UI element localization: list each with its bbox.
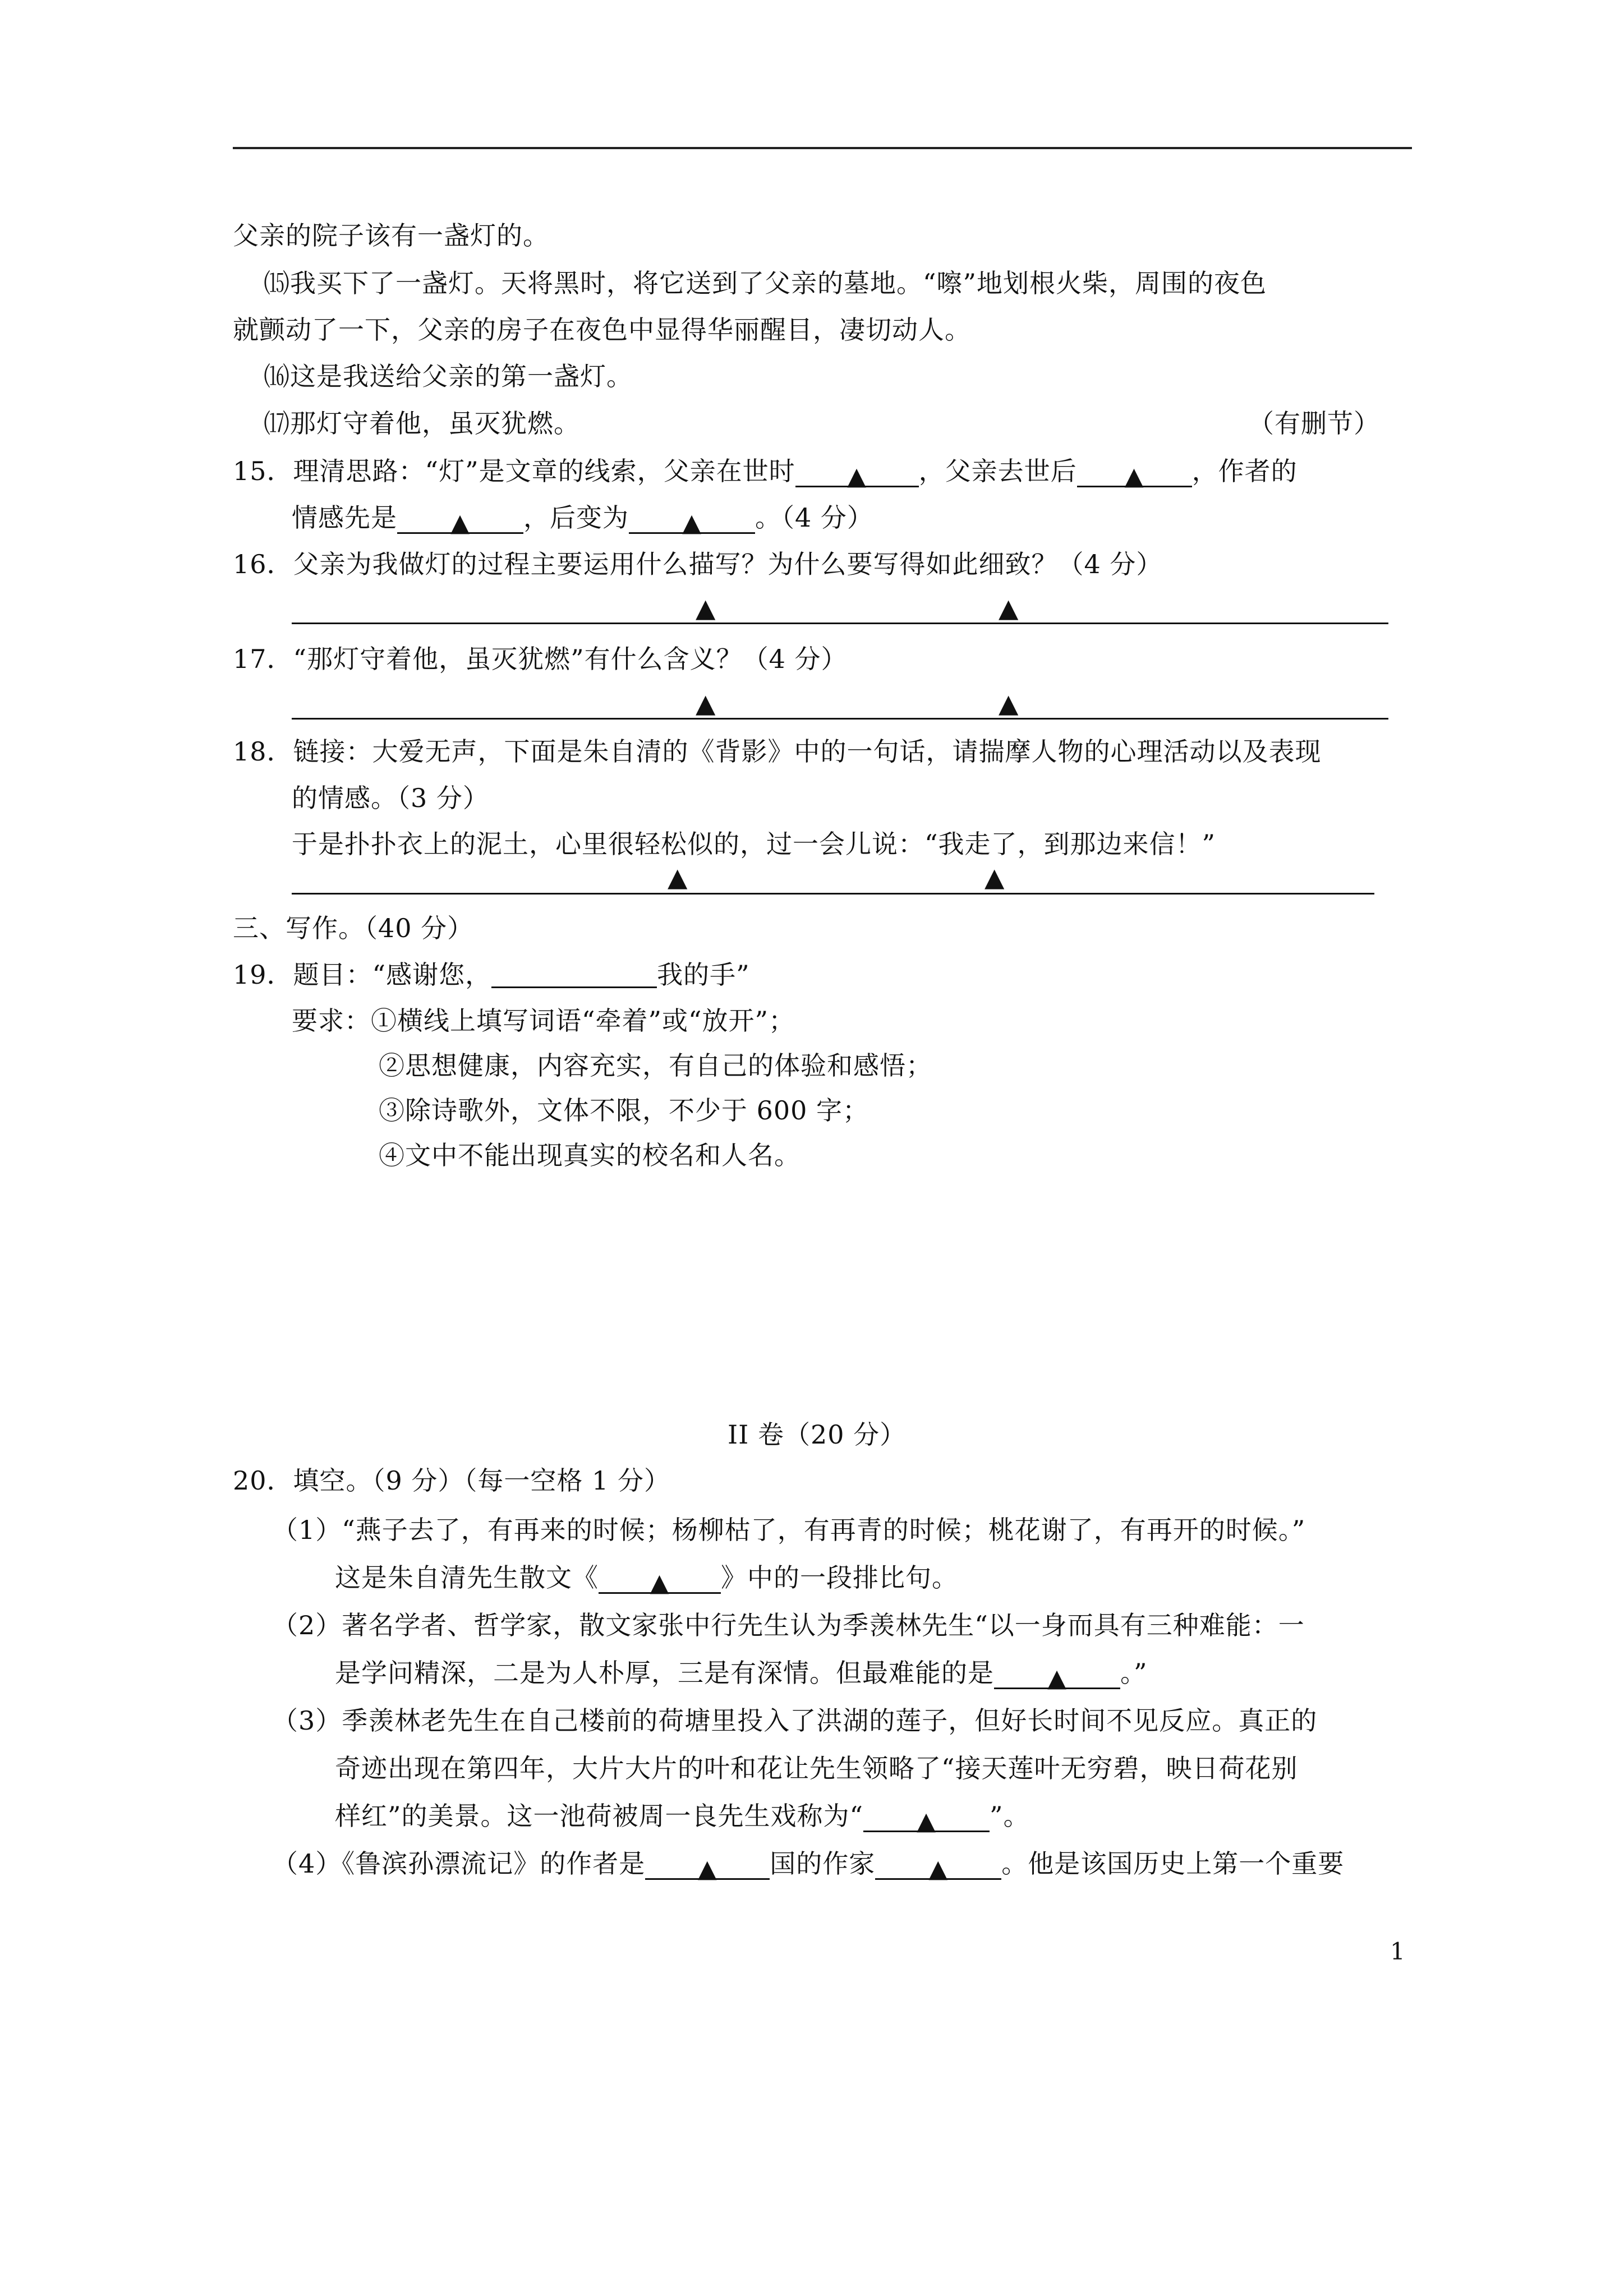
answer-mark-17a: ▲	[696, 688, 716, 718]
q20-item-3-line-1: （3）季羡林老先生在自己楼前的荷塘里投入了洪湖的莲子，但好长时间不见反应。真正的	[272, 1705, 1318, 1736]
answer-blank-20-2[interactable]: ▲	[994, 1661, 1120, 1689]
answer-blank-15a[interactable]: ▲	[795, 459, 919, 487]
part-2-title: II 卷（20 分）	[728, 1419, 907, 1450]
question-20-heading: 20．填空。（9 分）（每一空格 1 分）	[233, 1465, 670, 1496]
q20-item-2-line-2: 是学问精深，二是为人朴厚，三是有深情。但最难能的是 ▲ 。”	[335, 1658, 1148, 1693]
question-17: 17．“那灯守着他，虽灭犹燃”有什么含义？（4 分）	[233, 644, 848, 674]
answer-blank-15b[interactable]: ▲	[1077, 459, 1192, 487]
question-19-title: 19．题目：“感谢您， 我的手”	[233, 960, 750, 990]
answer-line-18[interactable]	[292, 893, 1374, 895]
answer-mark-16b: ▲	[999, 593, 1019, 623]
abridged-note: （有删节）	[1248, 408, 1380, 439]
question-16: 16．父亲为我做灯的过程主要运用什么描写？为什么要写得如此细致？（4 分）	[233, 549, 1163, 579]
answer-blank-20-4a[interactable]: ▲	[645, 1851, 770, 1880]
question-19-requirement-2: ②思想健康，内容充实，有自己的体验和感悟；	[379, 1050, 932, 1081]
question-19-requirement-3: ③除诗歌外，文体不限，不少于 600 字；	[379, 1095, 869, 1126]
answer-line-17[interactable]	[292, 718, 1388, 720]
answer-line-16[interactable]	[292, 623, 1388, 624]
answer-mark-18b: ▲	[984, 862, 1005, 892]
q20-item-4-line-1: （4）《鲁滨孙漂流记》的作者是 ▲ 国的作家 ▲ 。他是该国历史上第一个重要	[272, 1848, 1345, 1883]
answer-blank-20-3[interactable]: ▲	[863, 1804, 990, 1832]
title-blank-19[interactable]	[491, 960, 657, 988]
question-15-line-2: 情感先是 ▲ ，后变为 ▲ 。（4 分）	[292, 502, 873, 537]
passage-line-1: 父亲的院子该有一盏灯的。	[233, 220, 549, 251]
section-3-heading: 三、写作。（40 分）	[233, 913, 474, 943]
answer-blank-15d[interactable]: ▲	[629, 505, 755, 534]
question-19-number: 19．	[233, 960, 293, 990]
question-18-line-2: 的情感。（3 分）	[292, 783, 489, 813]
q20-item-1-line-2: 这是朱自清先生散文《 ▲ 》中的一段排比句。	[335, 1562, 958, 1597]
question-15-number: 15．	[233, 456, 293, 486]
q20-item-3-line-3: 样红”的美景。这一池荷被周一良先生戏称为“ ▲ ”。	[335, 1801, 1030, 1836]
question-18-number: 18．	[233, 736, 293, 767]
question-17-number: 17．	[233, 644, 293, 674]
question-19-requirement-4: ④文中不能出现真实的校名和人名。	[379, 1140, 801, 1170]
header-rule	[233, 147, 1412, 149]
question-15-line-1: 15．理清思路：“灯”是文章的线索，父亲在世时 ▲ ，父亲去世后 ▲ ，作者的	[233, 456, 1298, 491]
question-18-line-1: 18．链接：大爱无声，下面是朱自清的《背影》中的一句话，请揣摩人物的心理活动以及表现	[233, 736, 1322, 767]
question-16-number: 16．	[233, 549, 293, 579]
answer-blank-20-4b[interactable]: ▲	[875, 1851, 1001, 1880]
q20-item-3-line-2: 奇迹出现在第四年，大片大片的叶和花让先生领略了“接天莲叶无穷碧，映日荷花别	[335, 1753, 1298, 1783]
question-20-number: 20．	[233, 1465, 293, 1496]
page-number: 1	[1390, 1938, 1405, 1965]
question-19-requirement-1: 要求：①横线上填写词语“牵着”或“放开”；	[292, 1006, 795, 1036]
answer-blank-20-1[interactable]: ▲	[599, 1565, 721, 1594]
paragraph-15-line-1: ⒂我买下了一盏灯。天将黑时，将它送到了父亲的墓地。“嚓”地划根火柴，周围的夜色	[264, 268, 1267, 298]
paragraph-15-line-2: 就颤动了一下，父亲的房子在夜色中显得华丽醒目，凄切动人。	[233, 315, 971, 345]
answer-blank-15c[interactable]: ▲	[397, 505, 523, 534]
question-18-quote: 于是扑扑衣上的泥土，心里很轻松似的，过一会儿说：“我走了，到那边来信！”	[292, 829, 1216, 859]
answer-mark-17b: ▲	[999, 688, 1019, 718]
q20-item-2-line-1: （2）著名学者、哲学家，散文家张中行先生认为季羡林先生“以一身而具有三种难能：一	[272, 1610, 1305, 1640]
paragraph-17: ⒄那灯守着他，虽灭犹燃。	[264, 408, 580, 439]
q20-item-1-line-1: （1）“燕子去了，有再来的时候；杨柳枯了，有再青的时候；桃花谢了，有再开的时候。”	[272, 1515, 1306, 1545]
answer-mark-16a: ▲	[696, 593, 716, 623]
paragraph-16: ⒃这是我送给父亲的第一盏灯。	[264, 361, 633, 391]
answer-mark-18a: ▲	[668, 862, 688, 892]
